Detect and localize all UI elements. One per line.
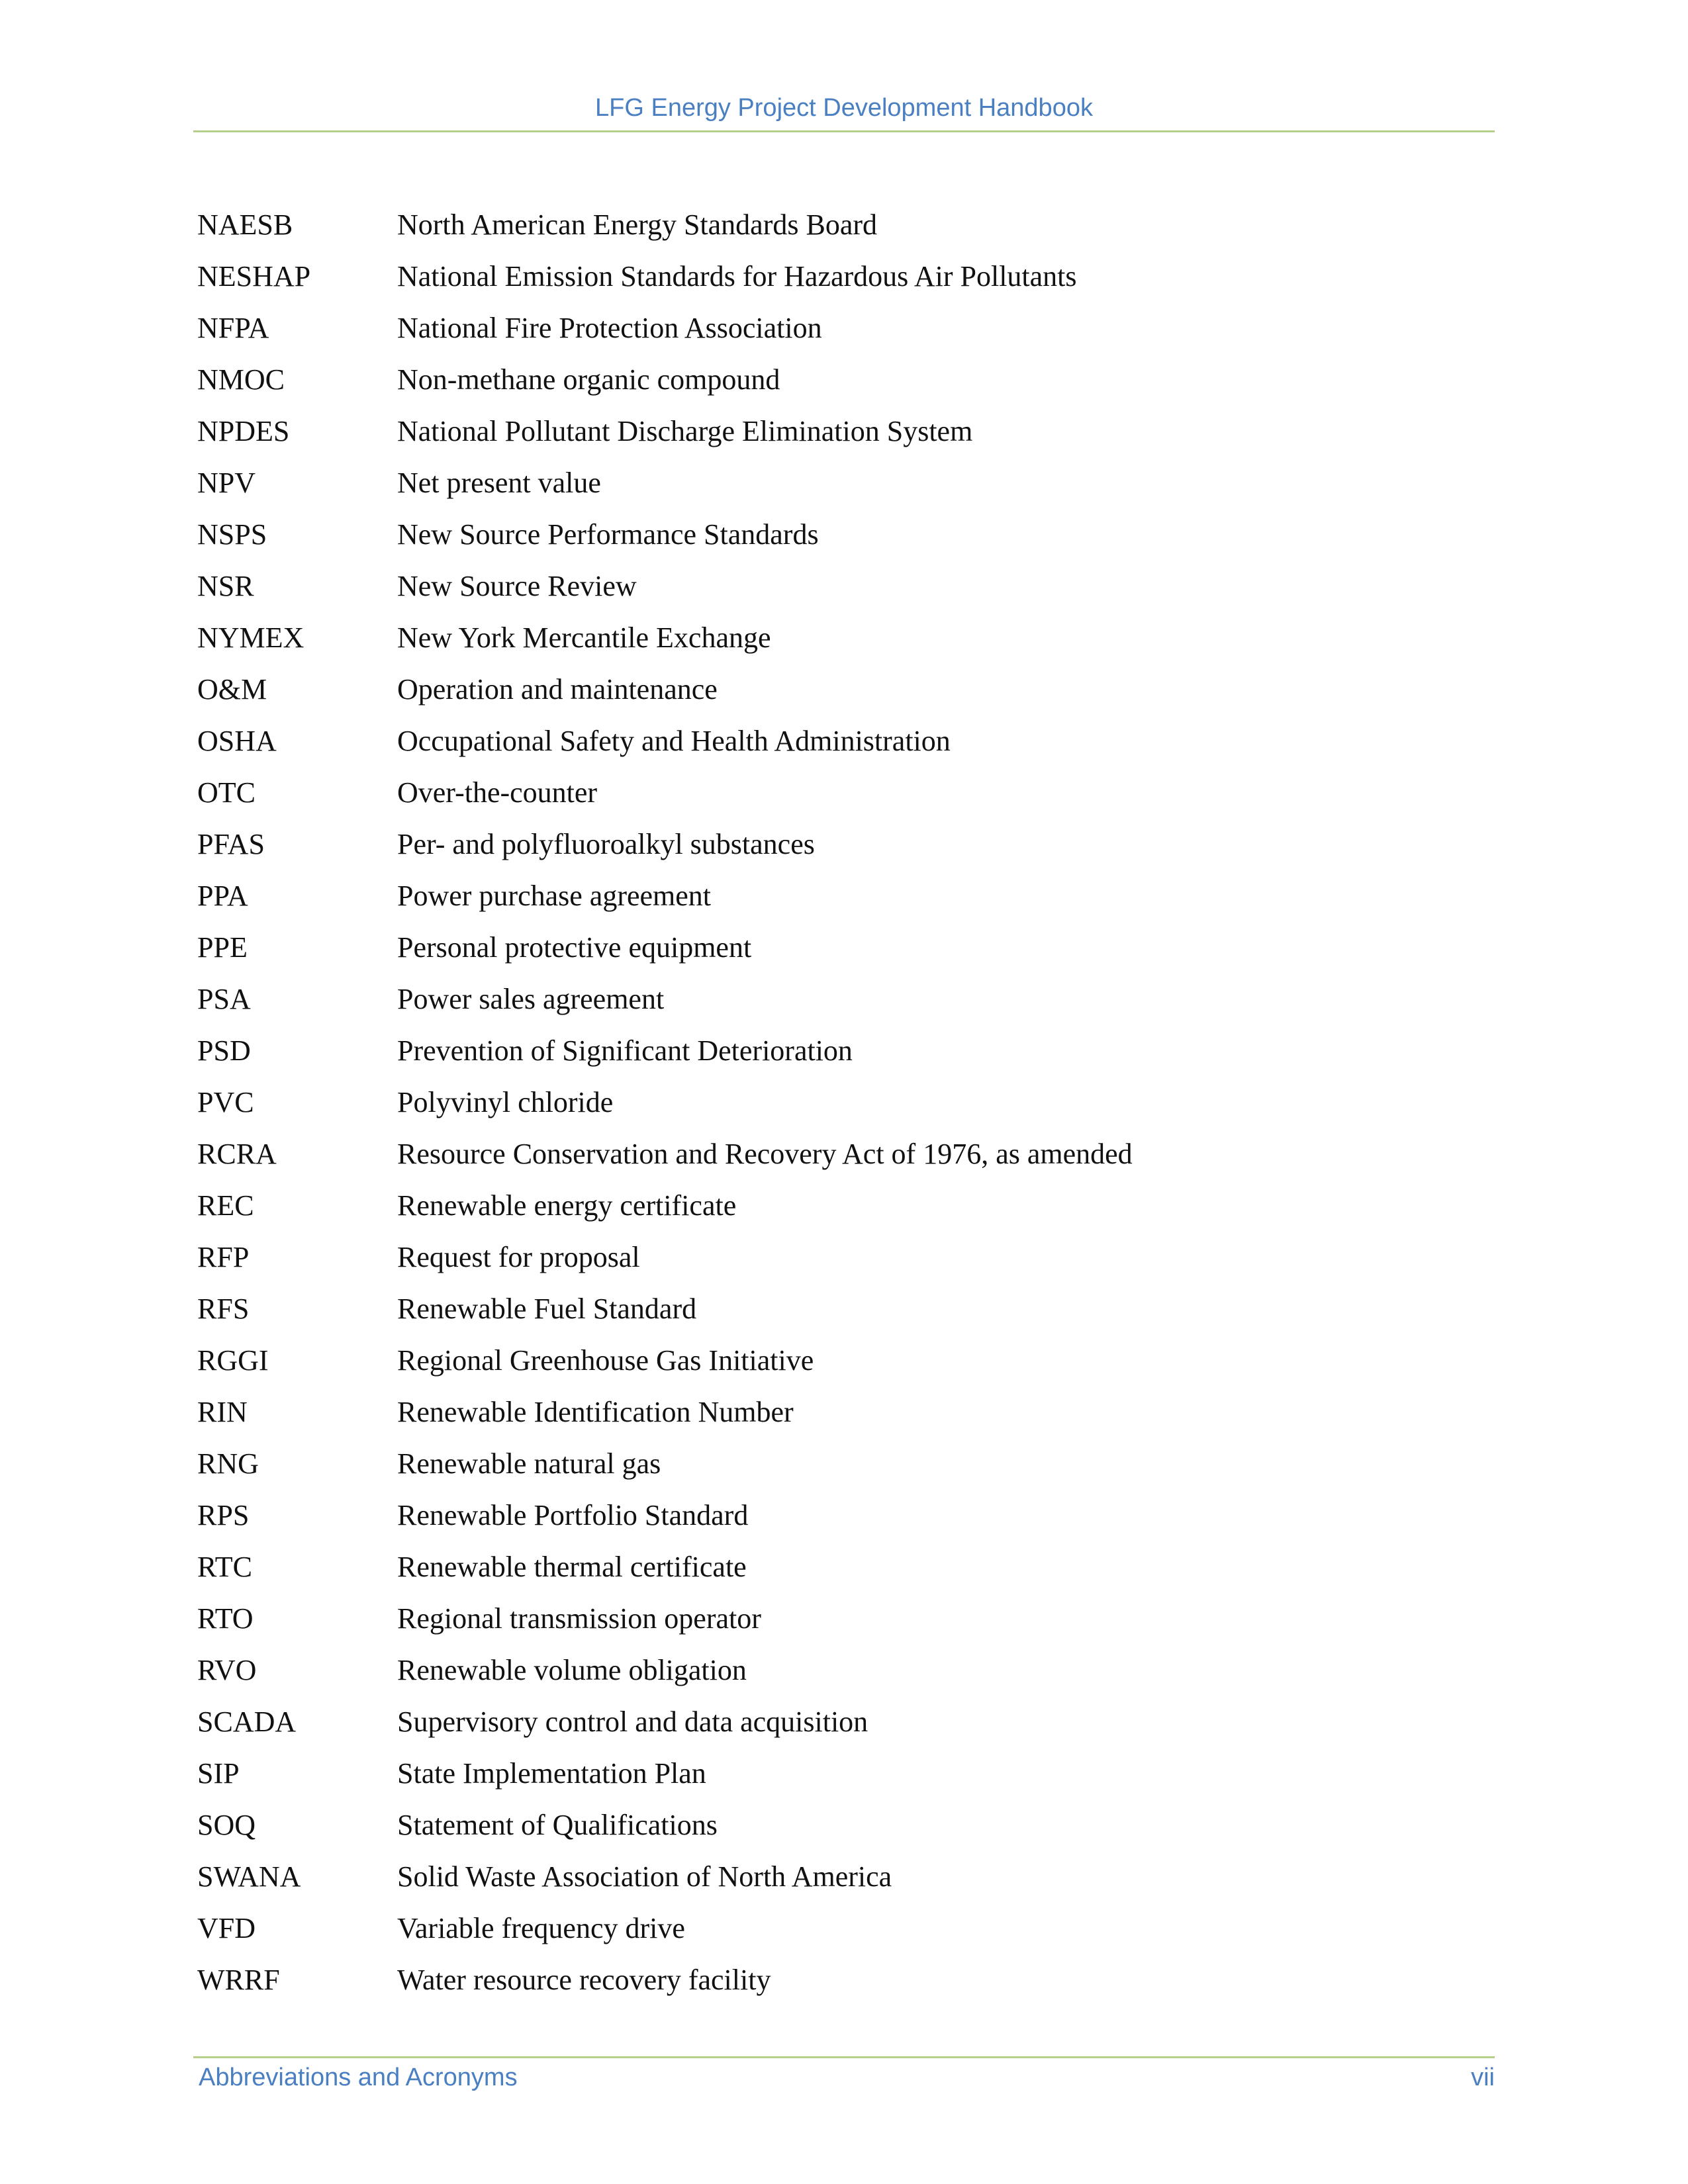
- acronym-definition: Regional transmission operator: [397, 1602, 761, 1635]
- acronym-definition: New York Mercantile Exchange: [397, 621, 771, 654]
- acronym-definition: Resource Conservation and Recovery Act of 1976, as amended: [397, 1137, 1133, 1170]
- acronym-row: [197, 1076, 1495, 1128]
- page-header-title: LFG Energy Project Development Handbook: [595, 94, 1093, 122]
- acronym-row: [197, 1179, 1495, 1231]
- acronym-abbreviation: NFPA: [197, 311, 269, 344]
- acronym-row: [197, 1747, 1495, 1799]
- footer-page-number: vii: [1471, 2064, 1495, 2091]
- acronym-abbreviation: RTC: [197, 1550, 252, 1583]
- acronym-row: [197, 353, 1495, 405]
- acronym-definition: Supervisory control and data acquisition: [397, 1705, 868, 1738]
- acronym-row: [197, 302, 1495, 353]
- acronym-definition: Non-methane organic compound: [397, 363, 780, 396]
- acronym-abbreviation: OTC: [197, 776, 256, 809]
- acronym-abbreviation: OSHA: [197, 724, 277, 757]
- acronym-row: [197, 818, 1495, 870]
- acronym-list: [197, 199, 1495, 2005]
- acronym-row: [197, 1850, 1495, 1902]
- acronym-definition: Statement of Qualifications: [397, 1808, 718, 1841]
- acronym-row: [197, 612, 1495, 663]
- acronym-definition: Renewable Portfolio Standard: [397, 1498, 749, 1531]
- acronym-row: [197, 1334, 1495, 1386]
- acronym-definition: Prevention of Significant Deterioration: [397, 1034, 853, 1067]
- acronym-row: [197, 199, 1495, 250]
- acronym-row: [197, 508, 1495, 560]
- acronym-abbreviation: RTO: [197, 1602, 254, 1635]
- acronym-abbreviation: O&M: [197, 672, 267, 705]
- acronym-row: [197, 1954, 1495, 2005]
- acronym-definition: National Pollutant Discharge Elimination System: [397, 414, 973, 447]
- acronym-row: [197, 1541, 1495, 1592]
- acronym-definition: Net present value: [397, 466, 601, 499]
- acronym-abbreviation: RVO: [197, 1653, 257, 1686]
- acronym-abbreviation: NSPS: [197, 518, 267, 551]
- acronym-row: [197, 457, 1495, 508]
- acronym-row: [197, 1283, 1495, 1334]
- acronym-row: [197, 250, 1495, 302]
- acronym-row: [197, 663, 1495, 715]
- acronym-abbreviation: PPE: [197, 931, 248, 964]
- acronym-row: [197, 1437, 1495, 1489]
- acronym-definition: North American Energy Standards Board: [397, 208, 878, 241]
- acronym-row: [197, 1231, 1495, 1283]
- acronym-row: [197, 1386, 1495, 1437]
- acronym-abbreviation: NPDES: [197, 414, 290, 447]
- acronym-definition: Occupational Safety and Health Administration: [397, 724, 951, 757]
- acronym-definition: Renewable Identification Number: [397, 1395, 794, 1428]
- footer-divider: [193, 2056, 1495, 2058]
- acronym-abbreviation: NPV: [197, 466, 256, 499]
- acronym-abbreviation: RGGI: [197, 1343, 269, 1377]
- acronym-definition: Request for proposal: [397, 1240, 640, 1273]
- acronym-definition: Polyvinyl chloride: [397, 1085, 614, 1118]
- acronym-row: [197, 560, 1495, 612]
- acronym-definition: National Fire Protection Association: [397, 311, 822, 344]
- acronym-abbreviation: NSR: [197, 569, 254, 602]
- acronym-row: [197, 1024, 1495, 1076]
- acronym-abbreviation: VFD: [197, 1911, 256, 1944]
- acronym-abbreviation: NESHAP: [197, 259, 311, 293]
- acronym-row: [197, 1644, 1495, 1696]
- header-divider: [193, 130, 1495, 132]
- acronym-abbreviation: RIN: [197, 1395, 248, 1428]
- acronym-abbreviation: RFS: [197, 1292, 250, 1325]
- acronym-row: [197, 1902, 1495, 1954]
- acronym-definition: Personal protective equipment: [397, 931, 752, 964]
- acronym-abbreviation: NMOC: [197, 363, 285, 396]
- acronym-abbreviation: PPA: [197, 879, 248, 912]
- acronym-abbreviation: RNG: [197, 1447, 259, 1480]
- acronym-row: [197, 870, 1495, 921]
- acronym-definition: Per- and polyfluoroalkyl substances: [397, 827, 815, 860]
- acronym-row: [197, 405, 1495, 457]
- acronym-row: [197, 1799, 1495, 1850]
- acronym-definition: New Source Review: [397, 569, 637, 602]
- acronym-row: [197, 715, 1495, 766]
- acronym-definition: Solid Waste Association of North America: [397, 1860, 892, 1893]
- acronym-row: [197, 766, 1495, 818]
- acronym-abbreviation: PSA: [197, 982, 251, 1015]
- acronym-abbreviation: PFAS: [197, 827, 265, 860]
- acronym-definition: Renewable volume obligation: [397, 1653, 747, 1686]
- footer-section-title: Abbreviations and Acronyms: [199, 2064, 518, 2091]
- acronym-abbreviation: SCADA: [197, 1705, 297, 1738]
- acronym-definition: Variable frequency drive: [397, 1911, 685, 1944]
- acronym-abbreviation: WRRF: [197, 1963, 280, 1996]
- acronym-abbreviation: PSD: [197, 1034, 251, 1067]
- acronym-abbreviation: RFP: [197, 1240, 250, 1273]
- acronym-row: [197, 1128, 1495, 1179]
- acronym-row: [197, 973, 1495, 1024]
- acronym-definition: Power purchase agreement: [397, 879, 712, 912]
- acronym-row: [197, 921, 1495, 973]
- acronym-abbreviation: REC: [197, 1189, 254, 1222]
- acronym-definition: Power sales agreement: [397, 982, 665, 1015]
- acronym-abbreviation: SOQ: [197, 1808, 256, 1841]
- acronym-row: [197, 1696, 1495, 1747]
- acronym-row: [197, 1592, 1495, 1644]
- acronym-definition: New Source Performance Standards: [397, 518, 819, 551]
- acronym-abbreviation: RCRA: [197, 1137, 277, 1170]
- acronym-abbreviation: PVC: [197, 1085, 254, 1118]
- acronym-definition: Operation and maintenance: [397, 672, 718, 705]
- acronym-definition: Renewable natural gas: [397, 1447, 661, 1480]
- acronym-definition: Over-the-counter: [397, 776, 598, 809]
- acronym-row: [197, 1489, 1495, 1541]
- acronym-definition: National Emission Standards for Hazardous Air Pollutants: [397, 259, 1077, 293]
- acronym-definition: Water resource recovery facility: [397, 1963, 771, 1996]
- acronym-abbreviation: RPS: [197, 1498, 250, 1531]
- acronym-abbreviation: NYMEX: [197, 621, 305, 654]
- acronym-definition: Renewable thermal certificate: [397, 1550, 747, 1583]
- acronym-abbreviation: NAESB: [197, 208, 293, 241]
- acronym-definition: Renewable energy certificate: [397, 1189, 737, 1222]
- acronym-abbreviation: SIP: [197, 1756, 240, 1790]
- acronym-abbreviation: SWANA: [197, 1860, 301, 1893]
- acronym-definition: Regional Greenhouse Gas Initiative: [397, 1343, 814, 1377]
- acronym-definition: Renewable Fuel Standard: [397, 1292, 697, 1325]
- acronym-definition: State Implementation Plan: [397, 1756, 706, 1790]
